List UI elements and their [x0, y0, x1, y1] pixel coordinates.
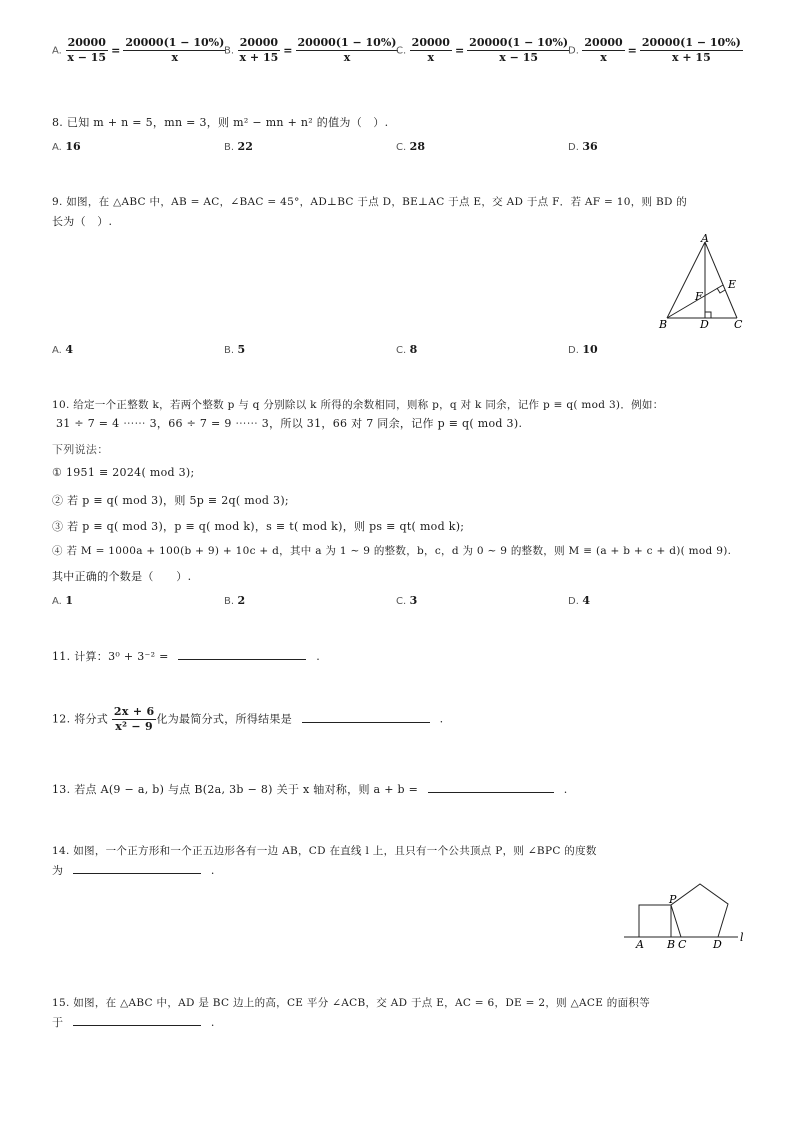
option-value: 4: [582, 594, 591, 607]
q10-stem-line2: 31 ÷ 7 = 4 ⋯⋯ 3，66 ÷ 7 = 9 ⋯⋯ 3，所以 31，66 对 7 同余，记作 p ≡ q( mod 3).: [56, 417, 523, 430]
numerator: 20000: [411, 36, 450, 49]
q15-stem-line2: 于: [52, 1016, 64, 1029]
denominator: x − 15: [499, 51, 539, 64]
numerator: 20000(1 − 10%): [469, 36, 569, 49]
q10-statement-3: ③ 若 p ≡ q( mod 3)，p ≡ q( mod k)，s ≡ t( mod k)，则 ps ≡ qt( mod k);: [52, 520, 465, 533]
q10-question: 其中正确的个数是（ ）.: [52, 570, 192, 583]
q15-row2: [52, 1014, 215, 1030]
option-value: 22: [237, 140, 253, 153]
equals-sign: =: [454, 44, 465, 57]
q11-tail: .: [316, 650, 321, 663]
q9-option-a: [52, 343, 73, 356]
equals-sign: =: [283, 44, 293, 57]
option-value: 10: [582, 343, 598, 356]
q14-tail: .: [210, 864, 215, 877]
numerator: 20000(1 − 10%): [125, 36, 225, 49]
q15-answer-blank[interactable]: [73, 1015, 201, 1026]
q12-tail: .: [439, 712, 444, 726]
label-p: P: [669, 893, 677, 906]
denominator: x − 15: [67, 51, 107, 64]
numerator: 20000: [584, 36, 623, 49]
numerator: 20000: [239, 36, 279, 49]
q12-postfix: 化为最简分式，所得结果是: [156, 712, 293, 726]
q10-statement-4: ④ 若 M = 1000a + 100(b + 9) + 10c + d，其中 a 为 1 ∼ 9 的整数，b，c，d 为 0 ∼ 9 的整数，则 M ≡ (a + b + c + d)( mod 9).: [52, 545, 732, 557]
q10-option-a: [52, 594, 73, 607]
denominator: x: [600, 51, 607, 64]
option-letter: D.: [568, 45, 579, 57]
equals-sign: =: [111, 44, 121, 57]
option-value: 36: [582, 140, 598, 153]
option-letter: C.: [396, 345, 407, 356]
option-letter: D.: [568, 345, 579, 356]
label-c: C: [734, 318, 743, 331]
q8-option-a: [52, 140, 81, 153]
q8-option-b: [224, 140, 253, 153]
option-letter: C.: [396, 45, 407, 57]
q9-triangle-figure: [655, 232, 750, 332]
fraction: [123, 36, 226, 65]
q10-intro: 下列说法：: [52, 443, 109, 456]
square: [639, 905, 671, 937]
q11-row: [52, 648, 320, 664]
fraction: [410, 36, 452, 65]
option-letter: A.: [52, 142, 62, 153]
option-value: 3: [409, 594, 418, 607]
q12-prefix: 12. 将分式: [52, 712, 109, 726]
q13-answer-blank[interactable]: [428, 782, 554, 793]
denominator: x² − 9: [115, 720, 154, 733]
option-letter: D.: [568, 142, 579, 153]
option-value: 1: [65, 594, 73, 607]
q9-option-c: [396, 343, 417, 356]
option-value: 16: [65, 140, 81, 153]
label-b: B: [667, 938, 676, 951]
q13-tail: .: [563, 783, 568, 796]
option-letter: C.: [396, 142, 407, 153]
option-letter: D.: [568, 596, 579, 607]
equals-sign: =: [627, 44, 637, 57]
label-c: C: [678, 938, 687, 951]
q9-stem-line1: 9. 如图，在 △ABC 中，AB = AC，∠BAC = 45°，AD⊥BC 于点 D，BE⊥AC 于点 E，交 AD 于点 F．若 AF = 10，则 BD 的: [52, 196, 688, 208]
q12-row: [52, 705, 443, 734]
label-a: A: [636, 938, 644, 951]
fraction: [65, 36, 108, 65]
fraction: [238, 36, 281, 65]
q8-option-d: [568, 140, 598, 153]
numerator: 20000(1 − 10%): [297, 36, 397, 49]
right-angle-mark-e: [717, 288, 725, 293]
q11-stem: 11. 计算：3⁰ + 3⁻² =: [52, 650, 169, 663]
option-value: 5: [237, 343, 246, 356]
q13-row: [52, 781, 568, 797]
q7-option-a: [52, 36, 226, 65]
q15-tail: .: [210, 1016, 215, 1029]
numerator: 2x + 6: [113, 705, 155, 718]
regular-pentagon: [671, 884, 728, 937]
q10-option-d: [568, 594, 590, 607]
denominator: x + 15: [672, 51, 711, 64]
q7-option-d: [568, 36, 743, 65]
option-value: 2: [237, 594, 246, 607]
option-value: 4: [65, 343, 73, 356]
q10-stem-line1: 10. 给定一个正整数 k，若两个整数 p 与 q 分别除以 k 所得的余数相同，则称 p，q 对 k 同余，记作 p ≡ q( mod 3)．例如：: [52, 399, 664, 411]
label-l: l: [740, 931, 744, 944]
q14-square-pentagon-figure: [620, 878, 750, 952]
q14-answer-blank[interactable]: [73, 863, 201, 874]
numerator: 20000(1 − 10%): [641, 36, 741, 49]
option-letter: A.: [52, 345, 62, 356]
q14-stem-line1: 14. 如图，一个正方形和一个正五边形各有一边 AB，CD 在直线 l 上，且只有一个公共顶点 P，则 ∠BPC 的度数: [52, 845, 597, 857]
q8-stem: 8. 已知 m + n = 5，mn = 3，则 m² − mn + n² 的值为（ ）.: [52, 116, 389, 129]
option-letter: B.: [224, 596, 235, 607]
option-value: 8: [409, 343, 418, 356]
denominator: x: [427, 51, 435, 64]
q14-stem-line2: 为: [52, 864, 64, 877]
option-value: 28: [409, 140, 425, 153]
q9-option-d: [568, 343, 598, 356]
option-letter: A.: [52, 45, 62, 57]
q9-stem-line2: 长为（ ）.: [52, 215, 113, 228]
q12-answer-blank[interactable]: [302, 712, 430, 723]
fraction: [582, 36, 624, 65]
option-letter: B.: [224, 345, 235, 356]
denominator: x: [171, 51, 179, 64]
label-d: D: [713, 938, 722, 951]
label-b: B: [659, 318, 668, 331]
q10-statement-1: ① 1951 ≡ 2024( mod 3);: [52, 466, 195, 479]
q7-option-b: [224, 36, 398, 65]
fraction: [296, 36, 399, 65]
label-d: D: [700, 318, 709, 331]
option-letter: B.: [224, 45, 235, 57]
q11-answer-blank[interactable]: [178, 649, 306, 660]
option-letter: A.: [52, 596, 62, 607]
q10-statement-2: ② 若 p ≡ q( mod 3)，则 5p ≡ 2q( mod 3);: [52, 494, 289, 507]
q10-option-b: [224, 594, 245, 607]
q13-stem: 13. 若点 A(9 − a, b) 与点 B(2a, 3b − 8) 关于 x 轴对称，则 a + b =: [52, 783, 419, 796]
q9-option-b: [224, 343, 245, 356]
denominator: x: [343, 51, 351, 64]
numerator: 20000: [67, 36, 106, 49]
option-letter: B.: [224, 142, 235, 153]
q14-row2: [52, 862, 215, 878]
q15-stem-line1: 15. 如图，在 △ABC 中，AD 是 BC 边上的高，CE 平分 ∠ACB，交 AD 于点 E，AC = 6，DE = 2，则 △ACE 的面积等: [52, 997, 650, 1009]
label-a: A: [701, 232, 709, 245]
q12-fraction: [112, 705, 157, 734]
label-f: F: [695, 290, 703, 303]
label-e: E: [728, 278, 737, 291]
denominator: x + 15: [239, 51, 279, 64]
fraction: [640, 36, 743, 65]
option-letter: C.: [396, 596, 407, 607]
q10-option-c: [396, 594, 417, 607]
fraction: [467, 36, 570, 65]
q7-option-c: [396, 36, 570, 65]
q8-option-c: [396, 140, 425, 153]
